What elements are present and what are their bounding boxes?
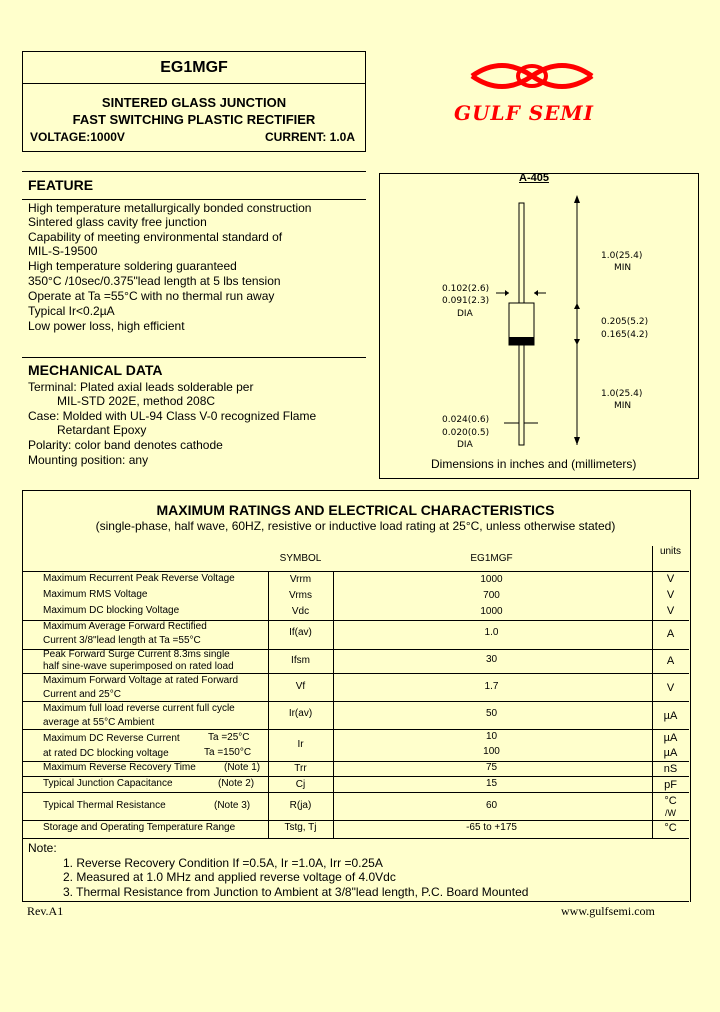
row-param-2: Current and 25°C [43, 689, 121, 700]
row-param: Storage and Operating Temperature Range [43, 822, 236, 833]
mechanical-item: Retardant Epoxy [57, 423, 147, 437]
row-unit: °C [664, 795, 677, 807]
ratings-title: MAXIMUM RATINGS AND ELECTRICAL CHARACTERISTICS [156, 502, 555, 518]
row-unit: V [666, 682, 675, 694]
row-value: 30 [485, 654, 498, 665]
row-value: 1000 [480, 606, 503, 617]
row-param-2: average at 55°C Ambient [43, 717, 155, 728]
row-param: Maximum Reverse Recovery Time [43, 762, 196, 773]
lead-diameter-label: DIA [457, 440, 473, 450]
row-value: 50 [485, 708, 498, 719]
row-param-2: at rated DC blocking voltage [43, 748, 169, 759]
row-symbol: Ifsm [291, 655, 310, 666]
mechanical-item: Polarity: color band denotes cathode [28, 438, 223, 452]
lead-length-bottom: 1.0(25.4) [601, 389, 643, 399]
body-length-max: 0.205(5.2) [601, 317, 649, 327]
lead-length-top: 1.0(25.4) [601, 251, 643, 261]
row-symbol: Vdc [291, 606, 310, 617]
notes-title: Note: [28, 841, 57, 855]
row-value: 1000 [480, 574, 503, 585]
mechanical-item: Mounting position: any [28, 453, 149, 467]
feature-title: FEATURE [28, 177, 94, 193]
row-param: Maximum RMS Voltage [43, 589, 148, 600]
row-value: -65 to +175 [466, 822, 517, 833]
lead-diameter-min: 0.020(0.5) [442, 428, 490, 438]
row-param: Maximum Forward Voltage at rated Forward [43, 675, 239, 686]
header-line1: SINTERED GLASS JUNCTION [101, 95, 287, 110]
row-value-2: 100 [483, 746, 500, 757]
row-condition-2: Ta =150°C [204, 747, 252, 758]
body-diameter-label: DIA [457, 309, 473, 319]
row-note: (Note 2) [218, 778, 255, 789]
row-param: Peak Forward Surge Current 8.3ms single [43, 649, 230, 660]
row-param-2: half sine-wave superimposed on rated load [43, 661, 234, 672]
feature-item: High temperature metallurgically bonded construction [28, 201, 312, 215]
header-box [22, 51, 366, 152]
current-rating: CURRENT: 1.0A [264, 130, 355, 144]
logo-text: GULF SEMI [454, 101, 594, 125]
row-unit: µA [663, 732, 678, 744]
row-unit: A [666, 628, 675, 640]
mechanical-header-bar [22, 357, 366, 379]
row-param: Maximum Average Forward Rectified [43, 621, 207, 632]
row-unit: °C [664, 822, 677, 834]
lead-length-top-min: MIN [614, 263, 632, 273]
row-note: (Note 1) [224, 762, 261, 773]
col-part: EG1MGF [470, 553, 513, 564]
feature-item: 350°C /10sec/0.375"lead length at 5 lbs tension [28, 274, 281, 288]
row-unit: A [666, 655, 675, 667]
row-symbol: Tstg, Tj [284, 822, 317, 833]
row-param: Maximum full load reverse current full cycle [43, 703, 235, 714]
feature-item: Capability of meeting environmental standard of [28, 230, 283, 244]
lead-diameter-max: 0.024(0.6) [442, 415, 490, 425]
ratings-subtitle: (single-phase, half wave, 60HZ, resistive or inductive load rating at 25°C, unless otherwise stated) [95, 519, 616, 533]
website-link[interactable]: www.gulfsemi.com [561, 904, 655, 918]
diode-drawing [380, 185, 696, 455]
row-unit: pF [664, 779, 677, 791]
col-symbol: SYMBOL [279, 553, 322, 564]
row-value: 15 [485, 778, 498, 789]
mechanical-item: MIL-STD 202E, method 208C [57, 394, 216, 408]
row-unit: nS [663, 763, 678, 775]
footer-rule [22, 901, 689, 902]
row-value: 60 [485, 800, 498, 811]
row-param: Maximum DC blocking Voltage [43, 605, 180, 616]
row-param: Typical Thermal Resistance [43, 800, 166, 811]
row-symbol: If(av) [289, 627, 312, 638]
note-item: 3. Thermal Resistance from Junction to Ambient at 3/8"lead length, P.C. Board Mounted [63, 885, 529, 899]
row-unit: V [666, 573, 675, 585]
lead-length-bottom-min: MIN [614, 401, 632, 411]
row-value: 1.7 [484, 681, 499, 692]
row-symbol: Cj [295, 779, 306, 790]
row-unit-2: /W [665, 808, 676, 818]
feature-header-bar [22, 171, 366, 200]
row-symbol: Trr [294, 763, 307, 774]
row-value: 10 [485, 731, 498, 742]
row-symbol: Vrrm [289, 574, 312, 585]
row-param: Maximum Recurrent Peak Reverse Voltage [43, 573, 235, 584]
row-value: 700 [483, 590, 500, 601]
row-condition: Ta =25°C [208, 732, 250, 743]
row-unit: V [666, 605, 675, 617]
feature-item: Operate at Ta =55°C with no thermal run away [28, 289, 275, 303]
ratings-table [22, 490, 691, 902]
dimensions-caption: Dimensions in inches and (millimeters) [431, 457, 637, 471]
row-param: Maximum DC Reverse Current [43, 733, 180, 744]
mechanical-item: Terminal: Plated axial leads solderable per [28, 380, 254, 394]
row-param-2: Current 3/8"lead length at Ta =55°C [43, 635, 201, 646]
package-name: A-405 [519, 172, 549, 184]
body-length-min: 0.165(4.2) [601, 330, 649, 340]
logo-icon [462, 53, 602, 99]
revision: Rev.A1 [27, 904, 64, 918]
feature-item: High temperature soldering guaranteed [28, 259, 237, 273]
part-number: EG1MGF [23, 52, 365, 84]
mechanical-item: Case: Molded with UL-94 Class V-0 recognized Flame [28, 409, 317, 423]
row-symbol: Ir [297, 739, 304, 750]
row-symbol: Vrms [289, 590, 312, 601]
row-unit-2: µA [663, 747, 678, 759]
row-unit: V [666, 589, 675, 601]
row-symbol: R(ja) [289, 800, 312, 811]
feature-item: Typical Ir<0.2µA [28, 304, 115, 318]
body-diameter-max: 0.102(2.6) [442, 284, 490, 294]
row-unit: µA [663, 710, 678, 722]
feature-item: Low power loss, high efficient [28, 319, 185, 333]
note-item: 2. Measured at 1.0 MHz and applied reverse voltage of 4.0Vdc [63, 870, 396, 884]
row-value: 1.0 [484, 627, 499, 638]
row-value: 75 [485, 762, 498, 773]
row-param: Typical Junction Capacitance [43, 778, 173, 789]
feature-item: MIL-S-19500 [28, 244, 98, 258]
feature-item: Sintered glass cavity free junction [28, 215, 207, 229]
row-symbol: Vf [295, 681, 306, 692]
note-item: 1. Reverse Recovery Condition If =0.5A, Ir =1.0A, Irr =0.25A [63, 856, 383, 870]
header-line2: FAST SWITCHING PLASTIC RECTIFIER [72, 112, 316, 127]
mechanical-title: MECHANICAL DATA [28, 362, 163, 378]
row-symbol: Ir(av) [288, 708, 313, 719]
row-note: (Note 3) [214, 800, 251, 811]
col-units: units [659, 546, 682, 557]
body-diameter-min: 0.091(2.3) [442, 296, 490, 306]
voltage-rating: VOLTAGE:1000V [30, 130, 125, 144]
